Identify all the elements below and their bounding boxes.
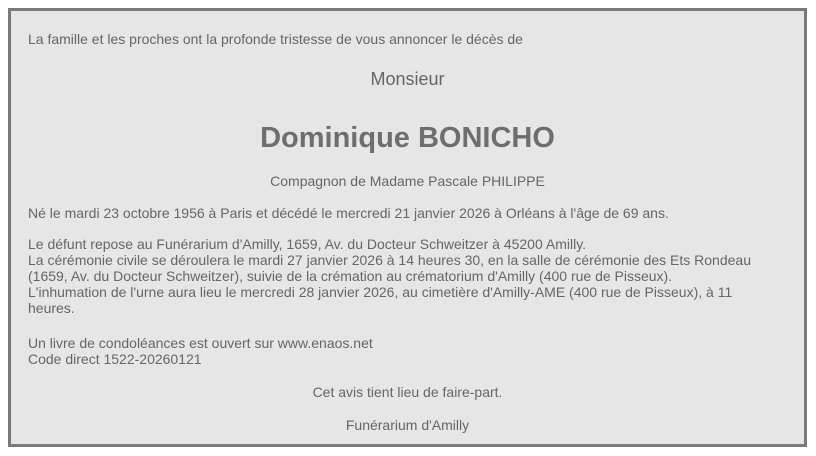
ceremony-line: (1659, Av. du Docteur Schweitzer), suivie de la crémation au crématorium d'Amilly (400 rue de Pisseux). (28, 268, 673, 284)
condolence-book-line: Un livre de condoléances est ouvert sur www.enaos.net (28, 335, 373, 351)
ceremony-line: L'inhumation de l'urne aura lieu le mercredi 28 janvier 2026, au cimetière d'Amilly-AME (400 rue de Pisseux), à 11 (28, 284, 733, 300)
deceased-name: Dominique BONICHO (260, 122, 555, 154)
ceremony-line: heures. (28, 300, 75, 316)
ceremony-line: La cérémonie civile se déroulera le mardi 27 janvier 2026 à 14 heures 30, en la salle de cérémonie des Ets Rondeau (28, 252, 751, 268)
direct-code-line: Code direct 1522-20260121 (28, 351, 202, 367)
obituary-notice (8, 8, 807, 447)
intro-text: La famille et les proches ont la profonde tristesse de vous annoncer le décès de (28, 31, 523, 47)
civility-title: Monsieur (370, 69, 445, 89)
ceremony-details (28, 236, 788, 316)
funeral-home-signature: Funérarium d'Amilly (345, 417, 470, 433)
birth-death-line: Né le mardi 23 octobre 1956 à Paris et décédé le mercredi 21 janvier 2026 à Orléans à l'âge de 69 ans. (28, 205, 669, 221)
partner-line: Compagnon de Madame Pascale PHILIPPE (270, 173, 545, 189)
ceremony-line: Le défunt repose au Funérarium d'Amilly, 1659, Av. du Docteur Schweitzer à 45200 Amilly. (28, 236, 587, 252)
condolence-info (28, 335, 788, 367)
faire-part-note: Cet avis tient lieu de faire-part. (312, 384, 503, 400)
